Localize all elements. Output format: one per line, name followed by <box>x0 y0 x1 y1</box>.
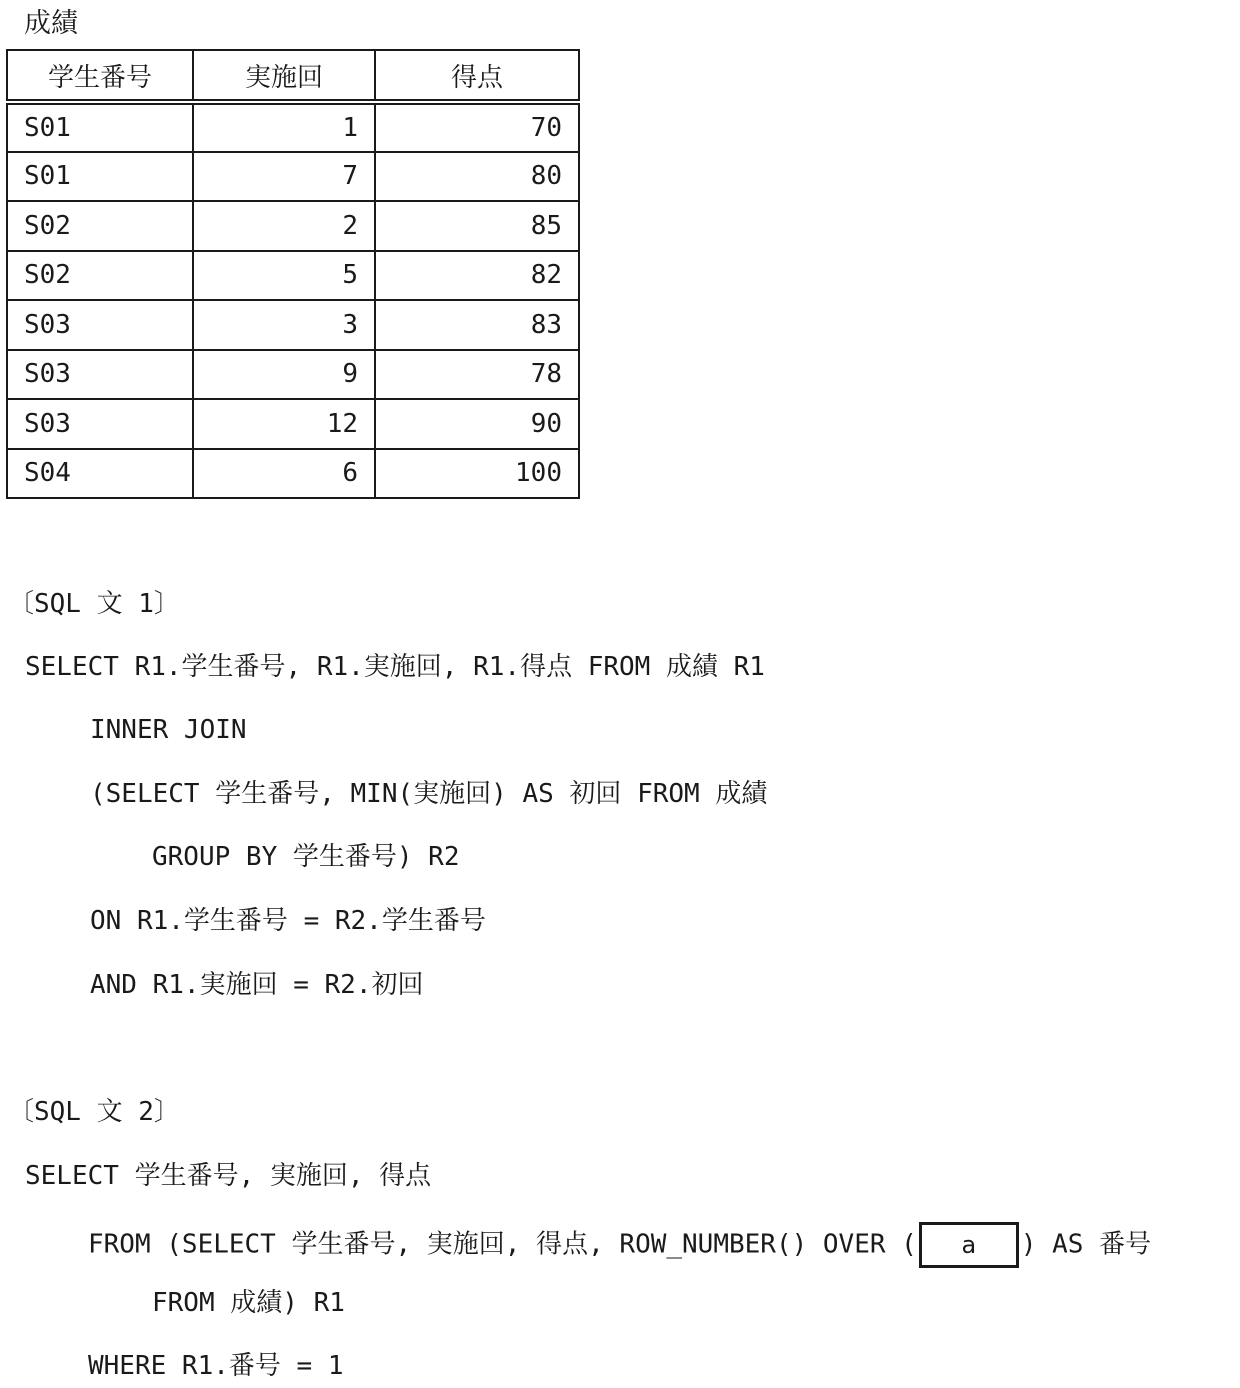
cell-score: 90 <box>375 399 579 449</box>
sql1-line: SELECT R1.学生番号, R1.実施回, R1.得点 FROM 成績 R1 <box>25 652 765 682</box>
table-row <box>7 399 579 449</box>
grades-table <box>6 49 580 499</box>
table-row <box>7 449 579 499</box>
cell-student-id: S03 <box>7 350 193 400</box>
blank-a-box: a <box>919 1222 1019 1268</box>
sql2-title: 〔SQL 文 2〕 <box>8 1097 180 1127</box>
sql2-line-after-blank: ) AS 番号 <box>1020 1229 1152 1260</box>
table-row <box>7 102 579 152</box>
cell-session: 1 <box>193 102 375 152</box>
cell-student-id: S01 <box>7 152 193 202</box>
sql2-line: FROM 成績) R1 <box>152 1288 345 1318</box>
cell-session: 5 <box>193 251 375 301</box>
table-row <box>7 251 579 301</box>
cell-student-id: S02 <box>7 201 193 251</box>
table-caption: 成績 <box>24 8 78 39</box>
table-header-row <box>7 50 579 102</box>
column-header-score: 得点 <box>375 50 579 102</box>
cell-session: 6 <box>193 449 375 499</box>
cell-score: 78 <box>375 350 579 400</box>
cell-session: 2 <box>193 201 375 251</box>
cell-score: 82 <box>375 251 579 301</box>
cell-score: 80 <box>375 152 579 202</box>
table-row <box>7 152 579 202</box>
sql1-line: GROUP BY 学生番号) R2 <box>152 842 460 872</box>
cell-score: 100 <box>375 449 579 499</box>
cell-score: 85 <box>375 201 579 251</box>
cell-score: 83 <box>375 300 579 350</box>
sql2-line-before-blank: FROM (SELECT 学生番号, 実施回, 得点, ROW_NUMBER() OVER ( <box>88 1229 917 1260</box>
sql2-line: SELECT 学生番号, 実施回, 得点 <box>25 1161 432 1191</box>
cell-student-id: S04 <box>7 449 193 499</box>
cell-score: 70 <box>375 102 579 152</box>
cell-student-id: S03 <box>7 300 193 350</box>
sql1-line: INNER JOIN <box>90 715 247 745</box>
cell-student-id: S02 <box>7 251 193 301</box>
cell-session: 9 <box>193 350 375 400</box>
sql2-line-with-blank <box>88 1222 1151 1268</box>
table-row <box>7 201 579 251</box>
column-header-session: 実施回 <box>193 50 375 102</box>
cell-student-id: S01 <box>7 102 193 152</box>
table-row <box>7 350 579 400</box>
sql1-line: (SELECT 学生番号, MIN(実施回) AS 初回 FROM 成績 <box>90 779 768 809</box>
column-header-student-id: 学生番号 <box>7 50 193 102</box>
sql1-title: 〔SQL 文 1〕 <box>8 589 180 619</box>
sql1-line: AND R1.実施回 = R2.初回 <box>90 970 424 1000</box>
cell-session: 3 <box>193 300 375 350</box>
cell-session: 12 <box>193 399 375 449</box>
cell-student-id: S03 <box>7 399 193 449</box>
sql2-line: WHERE R1.番号 = 1 <box>88 1351 344 1381</box>
table-row <box>7 300 579 350</box>
cell-session: 7 <box>193 152 375 202</box>
sql1-line: ON R1.学生番号 = R2.学生番号 <box>90 906 486 936</box>
